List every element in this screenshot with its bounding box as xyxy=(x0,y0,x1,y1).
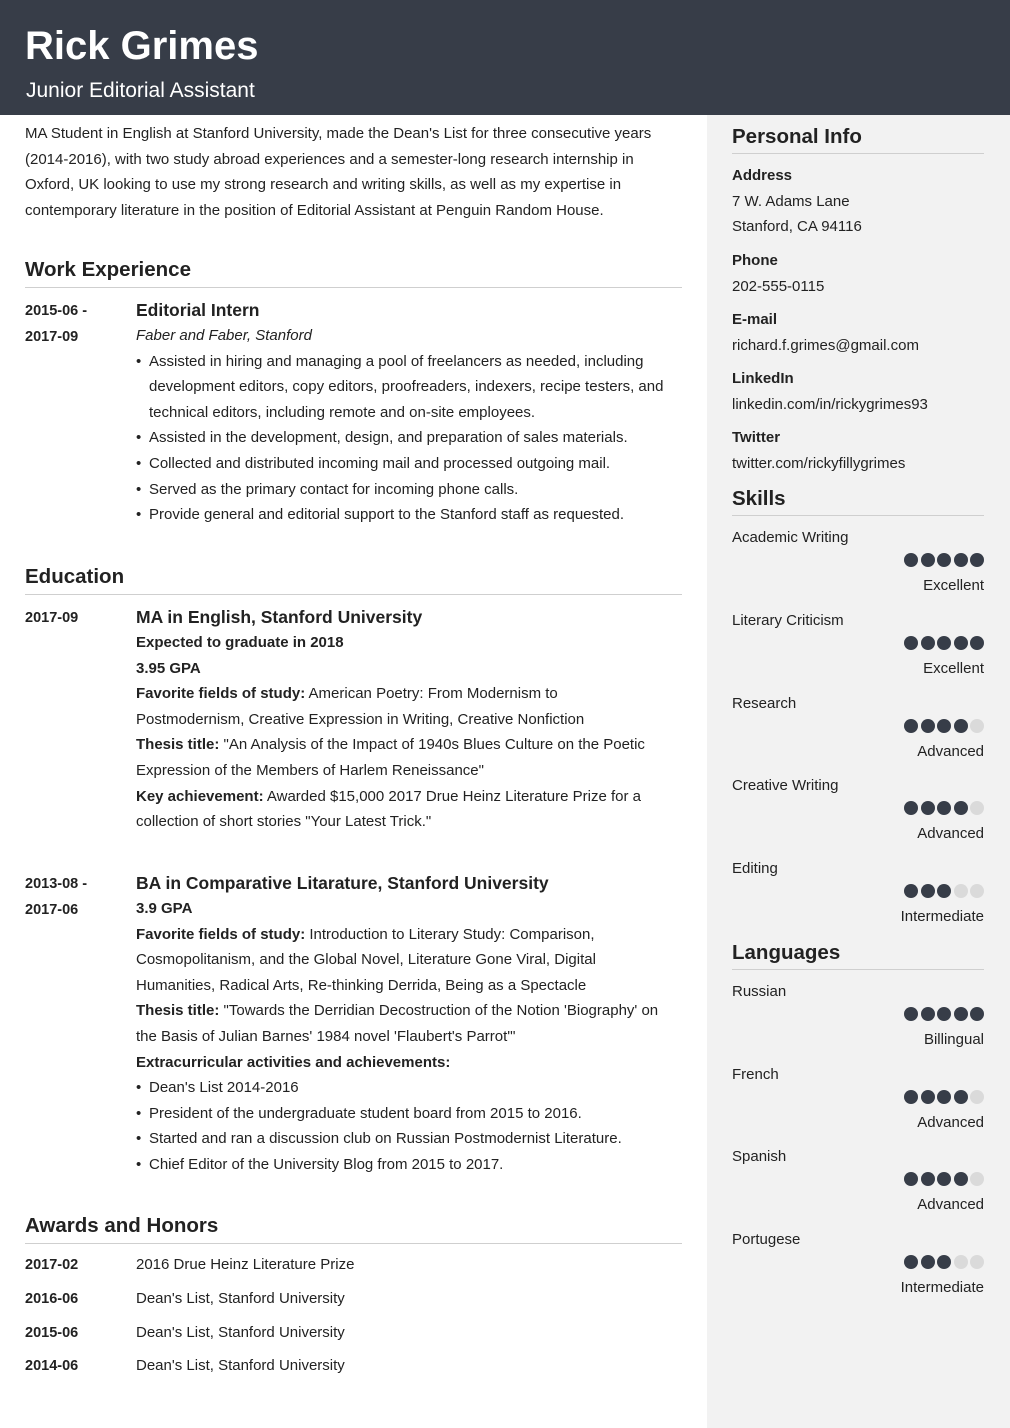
key-achievement xyxy=(136,784,682,810)
list-item: • Dean's List 2014-2016 xyxy=(136,1075,682,1101)
personal-info-heading: Personal Info xyxy=(732,124,984,154)
fields-label: Favorite fields of study: xyxy=(136,685,306,703)
email-value: richard.f.grimes@gmail.com xyxy=(732,337,919,354)
phone-label: Phone xyxy=(732,252,778,269)
skill-item xyxy=(732,775,984,845)
rating-dot-filled xyxy=(921,801,935,815)
rating-dot-filled xyxy=(937,553,951,567)
rating-dot-filled xyxy=(954,1007,968,1021)
twitter-label: Twitter xyxy=(732,429,781,446)
rating-dot-filled xyxy=(904,884,918,898)
thesis-title-cont: Expression of the Members of Harlem Reneissance" xyxy=(136,761,484,779)
rating-dot-empty xyxy=(970,884,984,898)
language-name: Spanish xyxy=(732,1148,787,1166)
education-date xyxy=(25,872,125,923)
bullet-line: • Provide general and editorial support to the Stanford staff as requested. xyxy=(149,506,625,524)
summary-line: contemporary literature in the position of Editorial Assistant at Penguin Random House. xyxy=(25,201,604,219)
rating-dot-filled xyxy=(921,636,935,650)
list-item: • Chief Editor of the University Blog from 2015 to 2017. xyxy=(136,1152,682,1178)
summary-line: (2014-2016), with two study abroad experiences and a semester-long research internship in xyxy=(25,150,634,168)
linkedin-value: linkedin.com/in/rickygrimes93 xyxy=(732,396,928,413)
skill-name: Research xyxy=(732,694,797,712)
language-level: Billingual xyxy=(923,1031,984,1048)
education-date-start: 2013-08 - xyxy=(25,876,88,892)
fields-label: Favorite fields of study: xyxy=(136,925,306,943)
rating-dot-filled xyxy=(921,884,935,898)
work-body xyxy=(136,297,682,528)
language-level: Advanced xyxy=(917,1196,984,1214)
award-date: 2015-06 xyxy=(25,1325,79,1341)
rating-dot-filled xyxy=(904,801,918,815)
rating-dot-filled xyxy=(904,1090,918,1104)
list-item: • President of the undergraduate student board from 2015 to 2016. xyxy=(136,1101,682,1127)
expected-graduation: Expected to graduate in 2018 xyxy=(136,634,344,651)
rating-dot-empty xyxy=(970,1090,984,1104)
rating-dot-filled xyxy=(921,1172,935,1186)
rating-dot-filled xyxy=(937,636,951,650)
skills-heading: Skills xyxy=(732,486,984,516)
rating-dot-empty xyxy=(970,801,984,815)
thesis-label: Thesis title: xyxy=(136,1002,220,1020)
degree-title: MA in English, Stanford University xyxy=(136,607,423,627)
rating-dot-filled xyxy=(937,1255,951,1269)
achievement-text: Awarded $15,000 2017 Drue Heinz Literature Prize for a xyxy=(263,787,642,805)
award-text: Dean's List, Stanford University xyxy=(136,1357,345,1374)
rating-dot-empty xyxy=(970,1172,984,1186)
gpa: 3.9 GPA xyxy=(136,900,193,917)
company-name: Faber and Faber, Stanford xyxy=(136,327,312,344)
thesis-title xyxy=(136,732,682,758)
email-label: E-mail xyxy=(732,311,778,328)
skill-name: Literary Criticism xyxy=(732,611,844,629)
work-date-start: 2015-06 - xyxy=(25,303,88,319)
language-level: Advanced xyxy=(917,1113,984,1131)
list-item xyxy=(136,451,682,477)
summary-line: MA Student in English at Stanford University, made the Dean's List for three consecutive years xyxy=(25,125,652,142)
award-text: 2016 Drue Heinz Literature Prize xyxy=(136,1256,355,1273)
skill-name: Academic Writing xyxy=(732,529,849,546)
award-text: Dean's List, Stanford University xyxy=(136,1290,345,1307)
bullet-line: • Assisted in the development, design, and preparation of sales materials. xyxy=(149,429,628,447)
rating-dot-filled xyxy=(954,719,968,733)
rating-dot-empty xyxy=(954,1255,968,1269)
list-item xyxy=(136,349,682,426)
education-body xyxy=(136,870,682,1178)
rating-dot-filled xyxy=(904,1007,918,1021)
bullet-line: development editors, copy editors, proofreaders, indexers, recipe testers, and xyxy=(149,378,664,396)
award-date: 2014-06 xyxy=(25,1358,79,1374)
rating-dot-filled xyxy=(970,553,984,567)
rating-dot-filled xyxy=(937,1007,951,1021)
skill-name: Creative Writing xyxy=(732,777,839,795)
list-item xyxy=(136,502,682,528)
rating-dot-filled xyxy=(904,1172,918,1186)
awards-heading: Awards and Honors xyxy=(25,1213,682,1244)
skill-item xyxy=(732,693,984,763)
key-achievement-cont: collection of short stories "Your Latest Trick." xyxy=(136,813,432,831)
rating-dots xyxy=(904,1090,984,1104)
rating-dot-filled xyxy=(937,1172,951,1186)
summary-paragraph xyxy=(25,121,682,223)
list-item: • Started and ran a discussion club on Russian Postmodernist Literature. xyxy=(136,1126,682,1152)
summary-line: Oxford, UK looking to use my strong research and writing skills, as well as my expertise in xyxy=(25,176,622,194)
fields-text: American Poetry: From Modernism to xyxy=(305,685,558,703)
rating-dots xyxy=(904,719,984,733)
award-row xyxy=(25,1353,682,1379)
bullet-line: • Collected and distributed incoming mail and processed outgoing mail. xyxy=(149,454,611,472)
work-bullet-list xyxy=(136,349,682,528)
award-row xyxy=(25,1286,682,1312)
thesis-title xyxy=(136,998,682,1024)
list-item xyxy=(136,425,682,451)
skill-name: Editing xyxy=(732,860,778,877)
education-heading: Education xyxy=(25,564,682,595)
skill-item xyxy=(732,610,984,680)
language-name: French xyxy=(732,1065,779,1083)
skill-level: Excellent xyxy=(923,577,984,594)
language-item xyxy=(732,981,984,1051)
work-date xyxy=(25,299,125,350)
work-date-end: 2017-09 xyxy=(25,328,79,345)
fields-of-study-cont: Humanities, Radical Arts, Re-thinking Derrida, Being as a Spectacle xyxy=(136,976,587,994)
skill-level: Excellent xyxy=(923,659,984,677)
languages-heading: Languages xyxy=(732,940,984,970)
rating-dot-filled xyxy=(904,1255,918,1269)
job-title: Editorial Intern xyxy=(136,300,260,320)
address-line2: Stanford, CA 94116 xyxy=(732,218,862,235)
rating-dots xyxy=(904,553,984,567)
linkedin-label: LinkedIn xyxy=(732,370,794,387)
language-level: Intermediate xyxy=(900,1278,984,1296)
rating-dot-filled xyxy=(970,1007,984,1021)
award-date: 2017-02 xyxy=(25,1257,79,1273)
rating-dot-filled xyxy=(921,1090,935,1104)
language-name: Portugese xyxy=(732,1230,801,1248)
rating-dot-filled xyxy=(937,801,951,815)
rating-dot-filled xyxy=(904,553,918,567)
rating-dot-filled xyxy=(904,719,918,733)
twitter-value: twitter.com/rickyfillygrimes xyxy=(732,455,906,472)
education-date xyxy=(25,606,125,632)
skill-item xyxy=(732,858,984,928)
fields-of-study xyxy=(136,681,682,707)
rating-dot-filled xyxy=(921,1007,935,1021)
rating-dot-filled xyxy=(954,553,968,567)
bullet-line: technical editors, including remote and on-site employees. xyxy=(149,403,536,421)
rating-dots xyxy=(904,884,984,898)
work-experience-heading: Work Experience xyxy=(25,257,682,288)
skill-level: Advanced xyxy=(917,825,984,843)
rating-dots xyxy=(904,801,984,815)
award-text: Dean's List, Stanford University xyxy=(136,1324,345,1341)
rating-dot-filled xyxy=(970,636,984,650)
degree-title: BA in Comparative Litarature, Stanford University xyxy=(136,873,549,893)
education-date-start: 2017-09 xyxy=(25,610,79,626)
rating-dot-filled xyxy=(904,636,918,650)
candidate-role: Junior Editorial Assistant xyxy=(26,79,255,102)
fields-of-study-cont: Postmodernism, Creative Expression in Writing, Creative Nonfiction xyxy=(136,710,585,728)
address-line1: 7 W. Adams Lane xyxy=(732,193,850,210)
rating-dot-empty xyxy=(954,884,968,898)
fields-text: Introduction to Literary Study: Comparison, xyxy=(305,925,595,943)
resume-header xyxy=(0,0,1010,115)
extracurricular-list xyxy=(136,1075,682,1177)
skill-item xyxy=(732,527,984,597)
rating-dot-filled xyxy=(954,801,968,815)
award-row xyxy=(25,1320,682,1346)
education-date-end: 2017-06 xyxy=(25,901,79,918)
skill-level: Intermediate xyxy=(900,908,984,925)
rating-dot-filled xyxy=(921,1255,935,1269)
rating-dot-filled xyxy=(921,719,935,733)
skill-level: Advanced xyxy=(917,742,984,760)
address-label: Address xyxy=(732,167,793,184)
award-date: 2016-06 xyxy=(25,1291,79,1307)
thesis-text: "An Analysis of the Impact of 1940s Blues Culture on the Poetic xyxy=(219,736,645,754)
thesis-text: "Towards the Derridian Decostruction of the Notion 'Biography' on xyxy=(219,1002,659,1020)
award-row xyxy=(25,1252,682,1278)
bullet-line: • Assisted in hiring and managing a pool of freelancers as needed, including xyxy=(149,352,644,370)
rating-dot-empty xyxy=(970,1255,984,1269)
rating-dots xyxy=(904,636,984,650)
rating-dot-filled xyxy=(921,553,935,567)
rating-dot-filled xyxy=(937,1090,951,1104)
thesis-label: Thesis title: xyxy=(136,736,220,754)
thesis-title-cont: the Basis of Julian Barnes' 1984 novel 'Flaubert's Parrot'" xyxy=(136,1027,516,1045)
extracurricular-label: Extracurricular activities and achievements: xyxy=(136,1053,451,1071)
education-body xyxy=(136,604,682,835)
candidate-name: Rick Grimes xyxy=(25,24,259,68)
language-item xyxy=(732,1229,984,1299)
rating-dots xyxy=(904,1255,984,1269)
rating-dot-filled xyxy=(954,1090,968,1104)
language-item xyxy=(732,1146,984,1216)
rating-dots xyxy=(904,1007,984,1021)
rating-dot-filled xyxy=(954,636,968,650)
list-item xyxy=(136,477,682,503)
achievement-label: Key achievement: xyxy=(136,787,264,805)
fields-of-study-cont: Cosmopolitanism, and the Global Novel, Literature Gone Viral, Digital xyxy=(136,951,596,969)
phone-value: 202-555-0115 xyxy=(732,278,825,295)
bullet-line: • Served as the primary contact for incoming phone calls. xyxy=(149,480,519,498)
language-name: Russian xyxy=(732,983,787,1000)
language-item xyxy=(732,1064,984,1134)
rating-dot-filled xyxy=(937,719,951,733)
gpa: 3.95 GPA xyxy=(136,659,201,677)
rating-dot-empty xyxy=(970,719,984,733)
rating-dot-filled xyxy=(937,884,951,898)
rating-dots xyxy=(904,1172,984,1186)
rating-dot-filled xyxy=(954,1172,968,1186)
fields-of-study xyxy=(136,922,682,948)
